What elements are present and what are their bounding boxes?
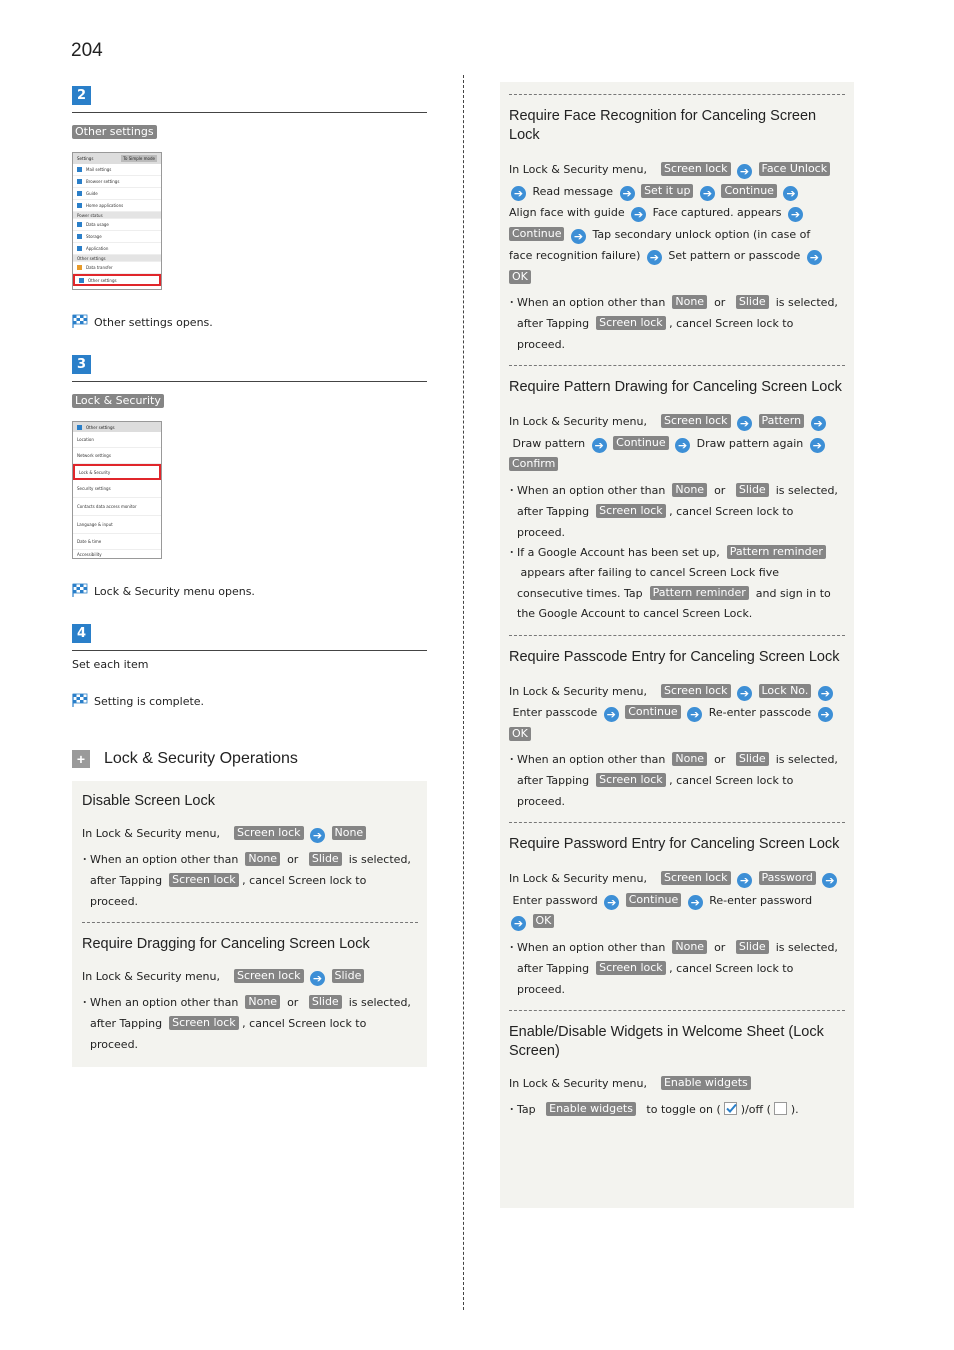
disable-title: Disable Screen Lock <box>82 793 215 809</box>
step-number: 2 <box>72 86 91 105</box>
arrow-right-icon: ➔ <box>818 707 833 722</box>
shot-row: Network settings <box>73 448 161 464</box>
setting-icon <box>77 234 82 239</box>
shot-row: Security settings <box>73 480 161 498</box>
dashed-separator <box>509 365 845 366</box>
shot-row: Location <box>73 432 161 448</box>
arrow-right-icon: ➔ <box>811 416 826 431</box>
checkered-flag-icon <box>72 314 88 328</box>
dashed-separator <box>509 822 845 823</box>
lock-security-tag: Lock & Security <box>72 394 164 408</box>
setting-icon <box>79 278 84 283</box>
arrow-right-icon: ➔ <box>571 229 586 244</box>
shot-row: Language & input <box>73 516 161 534</box>
setting-icon <box>77 425 82 430</box>
passcode-note: ･ When an option other than None or Slide is selected, after Tapping Screen lock , cancel Screen lock to proceed. <box>509 752 838 808</box>
pattern-google-note: ･ If a Google Account has been set up, Pattern reminder appears after failing to cancel Screen Lock five consecutive times. Tap Pattern reminder and sign in to the Google Account to cancel Screen Lock. <box>509 544 831 620</box>
shot-header-right: To Simple mode <box>123 156 155 161</box>
arrow-right-icon: ➔ <box>788 207 803 222</box>
other-settings-screenshot <box>72 421 162 559</box>
dashed-separator <box>509 635 845 636</box>
operations-panel-right <box>500 82 854 1208</box>
arrow-right-icon: ➔ <box>675 438 690 453</box>
page-number: 204 <box>71 40 103 61</box>
arrow-right-icon: ➔ <box>592 438 607 453</box>
step-4 <box>72 622 427 708</box>
shot-row: Application <box>73 243 161 255</box>
arrow-right-icon: ➔ <box>737 686 752 701</box>
screen-lock-tag: Screen lock <box>234 826 304 840</box>
step-2 <box>72 84 427 329</box>
dashed-separator <box>509 94 845 95</box>
shot-row: Mail settings <box>73 164 161 176</box>
setting-icon <box>77 265 82 270</box>
setting-icon <box>77 246 82 251</box>
arrow-right-icon: ➔ <box>647 250 662 265</box>
step-result: Lock & Security menu opens. <box>72 583 427 598</box>
shot-header: Settings <box>77 156 94 161</box>
step-text: Set each item <box>72 658 149 671</box>
password-title: Require Password Entry for Canceling Screen Lock <box>509 836 840 852</box>
shot-row: Date & time <box>73 534 161 550</box>
arrow-right-icon: ➔ <box>631 207 646 222</box>
setting-icon <box>77 179 82 184</box>
step-3 <box>72 353 427 598</box>
arrow-right-icon: ➔ <box>511 186 526 201</box>
arrow-right-icon: ➔ <box>810 438 825 453</box>
pattern-steps: In Lock & Security menu, Screen lock ➔ Pattern ➔ Draw pattern ➔ Continue ➔ Draw pattern again ➔ Confirm <box>509 411 845 476</box>
dashed-separator <box>82 922 418 923</box>
column-divider <box>463 75 464 1310</box>
arrow-right-icon: ➔ <box>737 164 752 179</box>
passcode-steps: In Lock & Security menu, Screen lock ➔ Lock No. ➔ Enter passcode ➔ Continue ➔ Re-enter passcode ➔ OK <box>509 681 845 746</box>
step-result: Setting is complete. <box>72 693 427 708</box>
shot-row-highlighted: Other settings <box>73 274 161 286</box>
shot-row-highlighted: Lock & Security <box>73 464 161 480</box>
section-heading: + Lock & Security Operations <box>72 750 427 768</box>
shot-row: Browser settings <box>73 176 161 188</box>
disable-note: ･ When an option other than None or Slide is selected, after Tapping Screen lock , cancel Screen lock to proceed. <box>82 852 411 908</box>
left-column <box>72 84 427 1067</box>
shot-row: Storage <box>73 231 161 243</box>
arrow-right-icon: ➔ <box>737 416 752 431</box>
step-rule <box>72 381 427 382</box>
pattern-title: Require Pattern Drawing for Canceling Screen Lock <box>509 379 842 395</box>
dragging-title: Require Dragging for Canceling Screen Lock <box>82 936 370 952</box>
password-note: ･ When an option other than None or Slide is selected, after Tapping Screen lock , cancel Screen lock to proceed. <box>509 939 838 996</box>
arrow-right-icon: ➔ <box>737 873 752 888</box>
settings-screenshot <box>72 152 162 290</box>
face-title: Require Face Recognition for Canceling Screen Lock <box>509 108 817 143</box>
shot-row: Data usage <box>73 219 161 231</box>
arrow-right-icon: ➔ <box>818 686 833 701</box>
setting-icon <box>77 203 82 208</box>
arrow-right-icon: ➔ <box>604 895 619 910</box>
arrow-right-icon: ➔ <box>604 707 619 722</box>
shot-category: Power status <box>73 212 161 219</box>
widgets-steps: In Lock & Security menu, Enable widgets <box>509 1073 845 1095</box>
arrow-right-icon: ➔ <box>511 916 526 931</box>
password-steps: In Lock & Security menu, Screen lock ➔ Password ➔ Enter password ➔ Continue ➔ Re-enter password ➔ OK <box>509 868 845 933</box>
dragging-steps: In Lock & Security menu, Screen lock ➔ Slide <box>82 966 418 988</box>
arrow-right-icon: ➔ <box>310 971 325 986</box>
checkbox-unchecked-icon <box>774 1102 787 1115</box>
none-tag: None <box>332 826 367 840</box>
setting-icon <box>77 222 82 227</box>
arrow-right-icon: ➔ <box>688 895 703 910</box>
face-note: ･ When an option other than None or Slide is selected, after Tapping Screen lock , cancel Screen lock to proceed. <box>509 295 838 351</box>
step-rule <box>72 650 427 651</box>
disable-steps: In Lock & Security menu, Screen lock ➔ None <box>82 823 418 845</box>
shot-category: Other settings <box>73 255 161 262</box>
setting-icon <box>77 167 82 172</box>
shot-row: Home applications <box>73 200 161 212</box>
checkered-flag-icon <box>72 693 88 707</box>
dashed-separator <box>509 1010 845 1011</box>
step-result: Other settings opens. <box>72 314 427 329</box>
shot-row: Data transfer <box>73 262 161 274</box>
widgets-note: ･ Tap Enable widgets to toggle on ( )/off ( ). <box>509 1101 799 1116</box>
widgets-title: Enable/Disable Widgets in Welcome Sheet (Lock Screen) <box>509 1023 824 1059</box>
step-number: 3 <box>72 355 91 374</box>
pattern-note: ･ When an option other than None or Slide is selected, after Tapping Screen lock , cancel Screen lock to proceed. <box>509 482 838 539</box>
arrow-right-icon: ➔ <box>822 873 837 888</box>
operations-panel-left <box>72 781 427 1067</box>
setting-icon <box>77 191 82 196</box>
checkered-flag-icon <box>72 583 88 597</box>
arrow-right-icon: ➔ <box>687 707 702 722</box>
shot-row: Contacts data access monitor <box>73 498 161 516</box>
shot-row: Accessibility <box>73 550 161 559</box>
step-number: 4 <box>72 624 91 643</box>
step-rule <box>72 112 427 113</box>
shot-header: Other settings <box>86 424 115 430</box>
passcode-title: Require Passcode Entry for Canceling Screen Lock <box>509 648 840 665</box>
shot-row: Guide <box>73 188 161 200</box>
arrow-right-icon: ➔ <box>620 186 635 201</box>
arrow-right-icon: ➔ <box>310 828 325 843</box>
checkbox-checked-icon <box>724 1102 737 1115</box>
arrow-right-icon: ➔ <box>807 250 822 265</box>
face-steps: In Lock & Security menu, Screen lock ➔ Face Unlock ➔ Read message ➔ Set it up ➔ Continue ➔ Align face with guide ➔ Face captured. appears ➔ Continue ➔ Tap secondary unlock option (in case of face recognition failure) ➔ Set pattern or passcode ➔ OK <box>509 159 845 288</box>
plus-icon: + <box>72 750 90 768</box>
other-settings-tag: Other settings <box>72 125 157 139</box>
arrow-right-icon: ➔ <box>783 186 798 201</box>
arrow-right-icon: ➔ <box>700 186 715 201</box>
dragging-note: ･ When an option other than None or Slide is selected, after Tapping Screen lock , cancel Screen lock to proceed. <box>82 995 411 1051</box>
